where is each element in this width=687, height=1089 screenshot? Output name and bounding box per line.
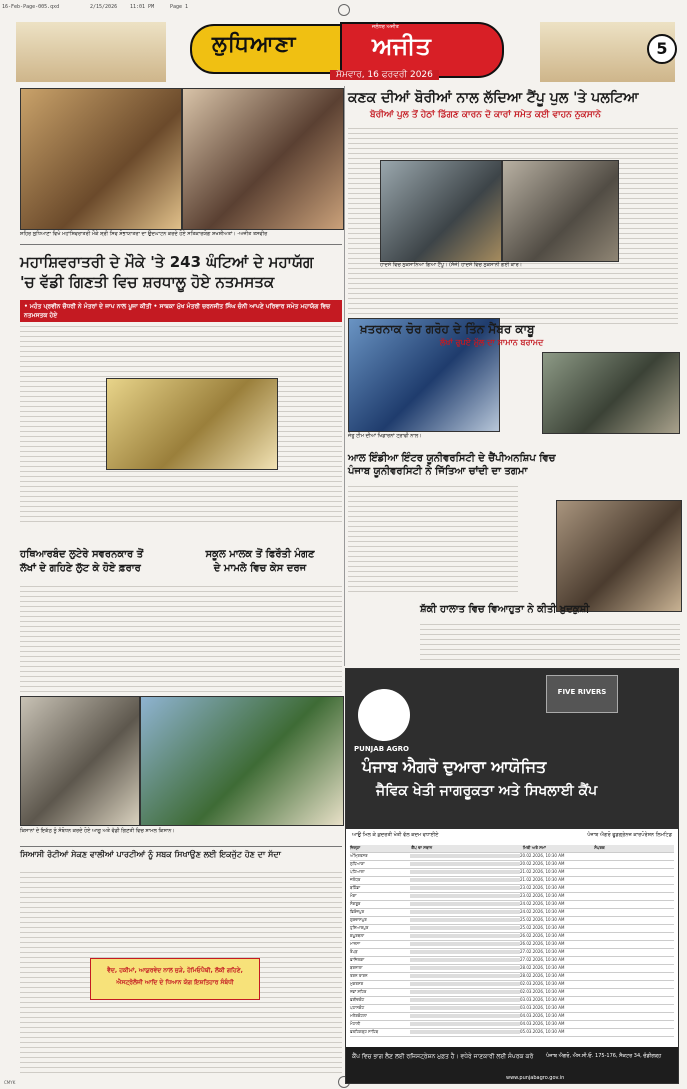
suicide-headline: ਸ਼ੱਕੀ ਹਾਲਾਤ ਵਿਚ ਵਿਆਹੁਤਾ ਨੇ ਕੀਤੀ ਖ਼ੁਦਕੁਸ਼ੀ (420, 604, 590, 615)
ad-row-place (410, 1014, 520, 1018)
ad-table-row (350, 885, 674, 893)
masthead-date: ਸੋਮਵਾਰ, 16 ਫਰਵਰੀ 2026 (330, 70, 439, 80)
ad-row-date: 28.02.2026, 10:30 AM (520, 965, 565, 970)
shivratri-idol-photo (20, 88, 182, 230)
ad-row-place (410, 998, 520, 1002)
ad-row-place (410, 870, 520, 874)
registration-mark (338, 4, 350, 16)
ad-row-place (410, 974, 520, 978)
truck-subhead: ਬੋਰੀਆਂ ਪੁਲ ਤੋਂ ਹੇਠਾਂ ਡਿੱਗਣ ਕਾਰਨ ਦੋ ਕਾਰਾਂ ਸਮੇਤ ਕਈ ਵਾਹਨ ਨੁਕਸਾਨੇ (370, 110, 601, 120)
ad-intro-right: ਪੰਜਾਬ ਐਗਰੋ ਫੂਡਗ੍ਰੇਨਜ਼ ਕਾਰਪੋਰੇਸ਼ਨ ਲਿਮਟਿਡ (587, 832, 672, 838)
ad-row-date: 23.02.2026, 10:30 AM (520, 893, 565, 898)
slug-file: 16-Feb-Page-005.qxd (2, 4, 60, 10)
ad-row-date: 03.03.2026, 10:30 AM (520, 1005, 565, 1010)
ad-row-district: ਲੁਧਿਆਣਾ (350, 861, 365, 866)
ad-row-place (410, 934, 520, 938)
ad-row-place (410, 854, 520, 858)
ransom-headline (180, 548, 340, 576)
ad-col-contact: ਸੰਪਰਕ (594, 845, 605, 850)
slug-date: 2/15/2026 (90, 4, 118, 10)
ad-row-district: ਫ਼ਤਹਿਗੜ੍ਹ ਸਾਹਿਬ (350, 1029, 379, 1034)
ad-table-row (350, 973, 674, 981)
ad-row-place (410, 878, 520, 882)
ad-row-district: ਬਠਿੰਡਾ (350, 885, 361, 890)
ad-row-district: ਮਾਨਸਾ (350, 941, 361, 946)
ransom-headline-line2: ਦੇ ਮਾਮਲੇ ਵਿਚ ਕੇਸ ਦਰਜ (213, 563, 307, 574)
thieves-subhead: ਲੱਖਾਂ ਰੁਪਏ ਮੁੱਲ ਦਾ ਸਾਮਾਨ ਬਰਾਮਦ (440, 338, 544, 347)
ad-row-district: ਫ਼ਾਜ਼ਿਲਕਾ (350, 957, 365, 962)
ad-col-date: ਮਿਤੀ ਅਤੇ ਸਮਾਂ (522, 845, 546, 850)
ad-col-place: ਕੈਂਪ ਦਾ ਸਥਾਨ (411, 845, 433, 850)
masthead (190, 24, 668, 82)
punjab-agro-logo-icon (358, 689, 410, 741)
ad-row-district: ਹੁਸ਼ਿਆਰਪੁਰ (350, 925, 369, 930)
rally-speaker-photo (20, 696, 140, 826)
ad-row-place (410, 950, 520, 954)
robbers-headline-line2: ਲੱਖਾਂ ਦੇ ਗਹਿਣੇ ਲੁੱਟ ਕੇ ਹੋਏ ਫ਼ਰਾਰ (20, 563, 141, 574)
robbers-body-text (20, 582, 342, 692)
ad-row-date: 28.02.2026, 10:30 AM (520, 973, 565, 978)
ad-table-row (350, 957, 674, 965)
ad-row-date: 23.02.2026, 10:30 AM (520, 885, 565, 890)
ad-table-row (350, 981, 674, 989)
top-left-caption: ਸ਼ਹਿਰ ਲੁਧਿਆਣਾ ਵਿਖੇ ਮਹਾਂਸ਼ਿਵਰਾਤਰੀ ਮੌਕੇ ਸ਼੍ਰੀ ਸਿਵ ਸ਼ੋਭਾਯਾਤਰਾ ਦਾ ਉਦਘਾਟਨ ਕਰਦੇ ਹੋਏ ਸਤਿਕਾਰਯੋਗ ਸ਼ਖਸ਼ੀਅਤਾਂ। -ਅਜੀਤ ਤਸਵੀਰ (20, 231, 268, 237)
ad-table-row (350, 877, 674, 885)
ad-row-date: 25.02.2026, 10:30 AM (520, 917, 565, 922)
tempo-photo (380, 160, 502, 262)
ad-table-row (350, 989, 674, 997)
volleyball-caption: ਜੇਤੂ ਟੀਮ ਦੀਆਂ ਖਿਡਾਰਨਾਂ ਟ੍ਰਾਫੀ ਨਾਲ। (348, 433, 422, 439)
ad-row-district: ਜਲੰਧਰ (350, 877, 361, 882)
ad-row-date: 20.02.2026, 10:30 AM (520, 853, 565, 858)
ad-table-row (350, 933, 674, 941)
volleyball-headline-line2: ਪੰਜਾਬ ਯੂਨੀਵਰਸਿਟੀ ਨੇ ਜਿੱਤਿਆ ਚਾਂਦੀ ਦਾ ਤਗਮਾ (348, 466, 528, 477)
ad-table-row (350, 893, 674, 901)
masthead-statue-image (16, 22, 166, 82)
ad-row-district: ਪਠਾਨਕੋਟ (350, 1005, 365, 1010)
ad-title2: ਜੈਵਿਕ ਖੇਤੀ ਜਾਗਰੂਕਤਾ ਅਤੇ ਸਿਖਲਾਈ ਕੈਂਪ (376, 783, 598, 799)
shivratri-headline-line1: ਮਹਾਸ਼ਿਵਰਾਤਰੀ ਦੇ ਮੌਕੇ 'ਤੇ 243 ਘੰਟਿਆਂ ਦੇ ਮਹਾਯੱਗ (20, 253, 314, 271)
ad-row-date: 04.03.2026, 10:30 AM (520, 1013, 565, 1018)
ad-table-row (350, 1021, 674, 1029)
ad-brand-right: FIVE RIVERS (557, 688, 607, 696)
ad-row-date: 24.02.2026, 10:30 AM (520, 901, 565, 906)
ad-row-place (410, 958, 520, 962)
ad-schedule-table (350, 845, 674, 1037)
ad-footer-left: ਕੈਂਪ ਵਿਚ ਭਾਗ ਲੈਣ ਲਈ ਰਜਿਸਟ੍ਰੇਸ਼ਨ ਮੁਫ਼ਤ ਹੈ। ਵਧੇਰੇ ਜਾਣਕਾਰੀ ਲਈ ਸੰਪਰਕ ਕਰੋ (352, 1053, 534, 1060)
robbers-headline (20, 548, 170, 576)
ad-row-district: ਫ਼ਰੀਦਕੋਟ (350, 997, 365, 1002)
ad-row-place (410, 886, 520, 890)
ad-table-header (350, 845, 674, 853)
ad-col-district: ਜ਼ਿਲ੍ਹਾ (350, 845, 361, 850)
robbers-headline-line1: ਹਥਿਆਰਬੰਦ ਲੁਟੇਰੇ ਸਵਰਨਕਾਰ ਤੋਂ (20, 549, 144, 560)
ad-table-row (350, 997, 674, 1005)
ad-brand-left: PUNJAB AGRO (354, 745, 409, 753)
ad-notice-line2: ਐਸਟ੍ਰੋਲੋਜੀ ਆਦਿ ਦੇ ਧਿਆਨ ਯੋਗ ਇਸ਼ਤਿਹਾਰ ਸੰਬੰਧੀ (116, 979, 234, 986)
ad-row-date: 21.02.2026, 10:30 AM (520, 877, 565, 882)
slug-time: 11:01 PM (130, 4, 155, 10)
ad-table-row (350, 853, 674, 861)
ad-row-place (410, 1022, 520, 1026)
ad-table-row (350, 901, 674, 909)
ad-row-district: ਪਟਿਆਲਾ (350, 869, 365, 874)
ad-row-district: ਰੋਪੜ (350, 949, 358, 954)
divider (20, 846, 342, 847)
ad-row-date: 20.02.2026, 10:30 AM (520, 861, 565, 866)
dignitaries-photo (182, 88, 344, 230)
ad-row-place (410, 982, 520, 986)
volleyball-headline (348, 452, 678, 478)
ad-row-date: 27.02.2026, 10:30 AM (520, 949, 565, 954)
ad-table-row (350, 1005, 674, 1013)
ad-row-district: ਮੋਹਾਲੀ (350, 1021, 361, 1026)
ad-table-row (350, 949, 674, 957)
ad-table-row (350, 1013, 674, 1021)
ad-row-place (410, 990, 520, 994)
masthead-city: ਲੁਧਿਆਣਾ (212, 32, 297, 57)
shivratri-subheads (20, 300, 342, 322)
ad-table-row (350, 861, 674, 869)
ad-row-district: ਅੰਮ੍ਰਿਤਸਰ (350, 853, 368, 858)
volleyball-body-text (348, 482, 518, 592)
ad-row-district: ਕਪੂਰਥਲਾ (350, 933, 365, 938)
ad-row-district: ਬਰਨਾਲਾ (350, 965, 363, 970)
ad-row-date: 05.03.2026, 10:30 AM (520, 1029, 565, 1034)
ad-website: www.punjabagro.gov.in (506, 1075, 565, 1081)
ad-row-district: ਗੁਰਦਾਸਪੁਰ (350, 917, 367, 922)
ad-table-body (350, 853, 674, 1037)
ad-title1: ਪੰਜਾਬ ਐਗਰੋ ਦੁਆਰਾ ਆਯੋਜਿਤ (362, 757, 547, 776)
ad-table-row (350, 941, 674, 949)
ad-row-date: 02.03.2026, 10:30 AM (520, 981, 565, 986)
shivratri-sub1: • ਮਹੰਤ ਪ੍ਰਵੀਨ ਚੌਧਰੀ ਨੇ ਮੰਤਰਾਂ ਦੇ ਜਾਪ ਨਾਲ ਪੂਜਾ ਕੀਤੀ (24, 303, 152, 310)
ad-row-place (410, 910, 520, 914)
ad-row-district: ਮੁਕਤਸਰ (350, 981, 364, 986)
ad-row-place (410, 966, 520, 970)
ad-row-date: 21.02.2026, 10:30 AM (520, 869, 565, 874)
shivratri-sub2: • ਸਾਬਕਾ ਮੁੱਖ ਮੰਤਰੀ ਚਰਨਜੀਤ ਸਿੰਘ ਚੰਨੀ ਆਪਣੇ ਪਰਿਵਾਰ ਸਮੇਤ ਮਹਾਯੱਗ ਵਿਚ ਨਤਮਸਤਕ ਹੋਏ (24, 303, 331, 319)
ad-row-district: ਸੰਗਰੂਰ (350, 901, 361, 906)
volleyball-headline-line1: ਆਲ ਇੰਡੀਆ ਇੰਟਰ ਯੂਨੀਵਰਸਿਟੀ ਦੇ ਚੈਂਪੀਅਨਸ਼ਿਪ ਵਿਚ (348, 453, 556, 464)
suicide-body-text (420, 620, 680, 660)
ad-table-row (350, 925, 674, 933)
ad-row-place (410, 926, 520, 930)
shivratri-headline-line2: 'ਚ ਵੱਡੀ ਗਿਣਤੀ ਵਿਚ ਸ਼ਰਧਾਲੂ ਹੋਏ ਨਤਮਸਤਕ (20, 273, 275, 291)
ad-row-date: 03.03.2026, 10:30 AM (520, 997, 565, 1002)
ad-row-place (410, 902, 520, 906)
punjab-agro-advertisement (345, 668, 679, 1084)
ad-row-date: 26.02.2026, 10:30 AM (520, 933, 565, 938)
ad-row-district: ਨਵਾਂ ਸ਼ਹਿਰ (350, 989, 367, 994)
rally-caption: ਕਿਸਾਨਾਂ ਦੇ ਇਕੱਠ ਨੂੰ ਸੰਬੋਧਨ ਕਰਦੇ ਹੋਏ ਆਗੂ ਅਤੇ ਵੱਡੀ ਗਿਣਤੀ ਵਿਚ ਸ਼ਾਮਲ ਕਿਸਾਨ। (20, 828, 175, 834)
truck-caption: ਹਾਦਸੇ ਵਿਚ ਨੁਕਸਾਨਿਆ ਗਿਆ ਟੈਂਪੂ। (ਸੱਜੇ) ਹਾਦਸੇ ਵਿਚ ਨੁਕਸਾਨੀ ਗਈ ਕਾਰ। (380, 262, 523, 268)
page-number: 5 (647, 34, 677, 64)
ad-row-place (410, 1030, 520, 1034)
ad-footer-right: ਪੰਜਾਬ ਐਗਰੋ, ਐਸ.ਸੀ.ਓ. 175-176, ਸੈਕਟਰ 34, ਚੰਡੀਗੜ੍ਹ (546, 1053, 662, 1059)
ad-row-district: ਫ਼ਿਰੋਜ਼ਪੁਰ (350, 909, 365, 914)
ad-table-row (350, 917, 674, 925)
ad-row-date: 26.02.2026, 10:30 AM (520, 941, 565, 946)
ad-banner (346, 669, 678, 829)
ad-table-row (350, 909, 674, 917)
shivratri-headline (20, 252, 342, 292)
slug-page: Page 1 (170, 4, 189, 10)
cmyk-label: CMYK (4, 1080, 16, 1085)
ad-notice-box (90, 958, 260, 1000)
ad-row-place (410, 894, 520, 898)
ad-notice-line1: ਵੈਦ, ਹਕੀਮਾਂ, ਆਯੁਰਵੇਦ ਨਾਲ ਜੁੜੇ, ਹੋਮਿਓਪੈਥੀ, ਲੱਕੀ ਗਹਿਣੇ, (107, 967, 243, 974)
ad-row-place (410, 942, 520, 946)
ad-row-place (410, 862, 520, 866)
ransom-headline-line1: ਸਕੂਲ ਮਾਲਕ ਤੋਂ ਫਿਰੌਤੀ ਮੰਗਣ (205, 549, 315, 560)
ad-row-district: ਮਲੇਰਕੋਟਲਾ (350, 1013, 367, 1018)
damaged-car-photo (502, 160, 619, 262)
thieves-headline: ਖ਼ਤਰਨਾਕ ਚੋਰ ਗਰੋਹ ਦੇ ਤਿੰਨ ਮੈਂਬਰ ਕਾਬੂ (360, 322, 535, 336)
masthead-small-label: ਜਲੰਧਰ ਅਜੀਤ (372, 24, 399, 30)
ad-row-date: 24.02.2026, 10:30 AM (520, 909, 565, 914)
ad-row-place (410, 918, 520, 922)
rally-crowd-photo (140, 696, 344, 826)
ad-row-district: ਮੋਗਾ (350, 893, 357, 898)
ad-table-row (350, 965, 674, 973)
ad-intro (352, 832, 672, 838)
ad-row-date: 25.02.2026, 10:30 AM (520, 925, 565, 930)
shivratri-puja-photo (106, 378, 278, 470)
police-photo (542, 352, 680, 434)
ad-table-row (350, 869, 674, 877)
arrested-photo (556, 500, 682, 612)
column-rule (344, 86, 345, 666)
farmers-headline: ਸਿਆਸੀ ਰੋਟੀਆਂ ਸੇਕਣ ਵਾਲੀਆਂ ਪਾਰਟੀਆਂ ਨੂੰ ਸਬਕ ਸਿਖਾਉਣ ਲਈ ਇਕਜੁੱਟ ਹੋਣ ਦਾ ਸੱਦਾ (20, 850, 281, 859)
ad-table-row (350, 1029, 674, 1037)
ad-row-date: 02.03.2026, 10:30 AM (520, 989, 565, 994)
ad-row-place (410, 1006, 520, 1010)
five-rivers-logo (546, 675, 618, 713)
divider (20, 244, 342, 245)
ad-row-date: 27.02.2026, 10:30 AM (520, 957, 565, 962)
ad-row-district: ਤਰਨ ਤਾਰਨ (350, 973, 368, 978)
truck-headline: ਕਣਕ ਦੀਆਂ ਬੋਰੀਆਂ ਨਾਲ ਲੱਦਿਆ ਟੈਂਪੂ ਪੁਲ 'ਤੇ ਪਲਟਿਆ (348, 90, 639, 106)
ad-intro-left: ਆਉ ਮਿਲ ਕੇ ਕੁਦਰਤੀ ਖੇਤੀ ਵੱਲ ਕਦਮ ਵਧਾਈਏ (352, 832, 439, 838)
ad-row-date: 04.03.2026, 10:30 AM (520, 1021, 565, 1026)
bottom-slug (0, 1078, 687, 1089)
masthead-brand: ਅਜੀਤ (372, 32, 431, 60)
